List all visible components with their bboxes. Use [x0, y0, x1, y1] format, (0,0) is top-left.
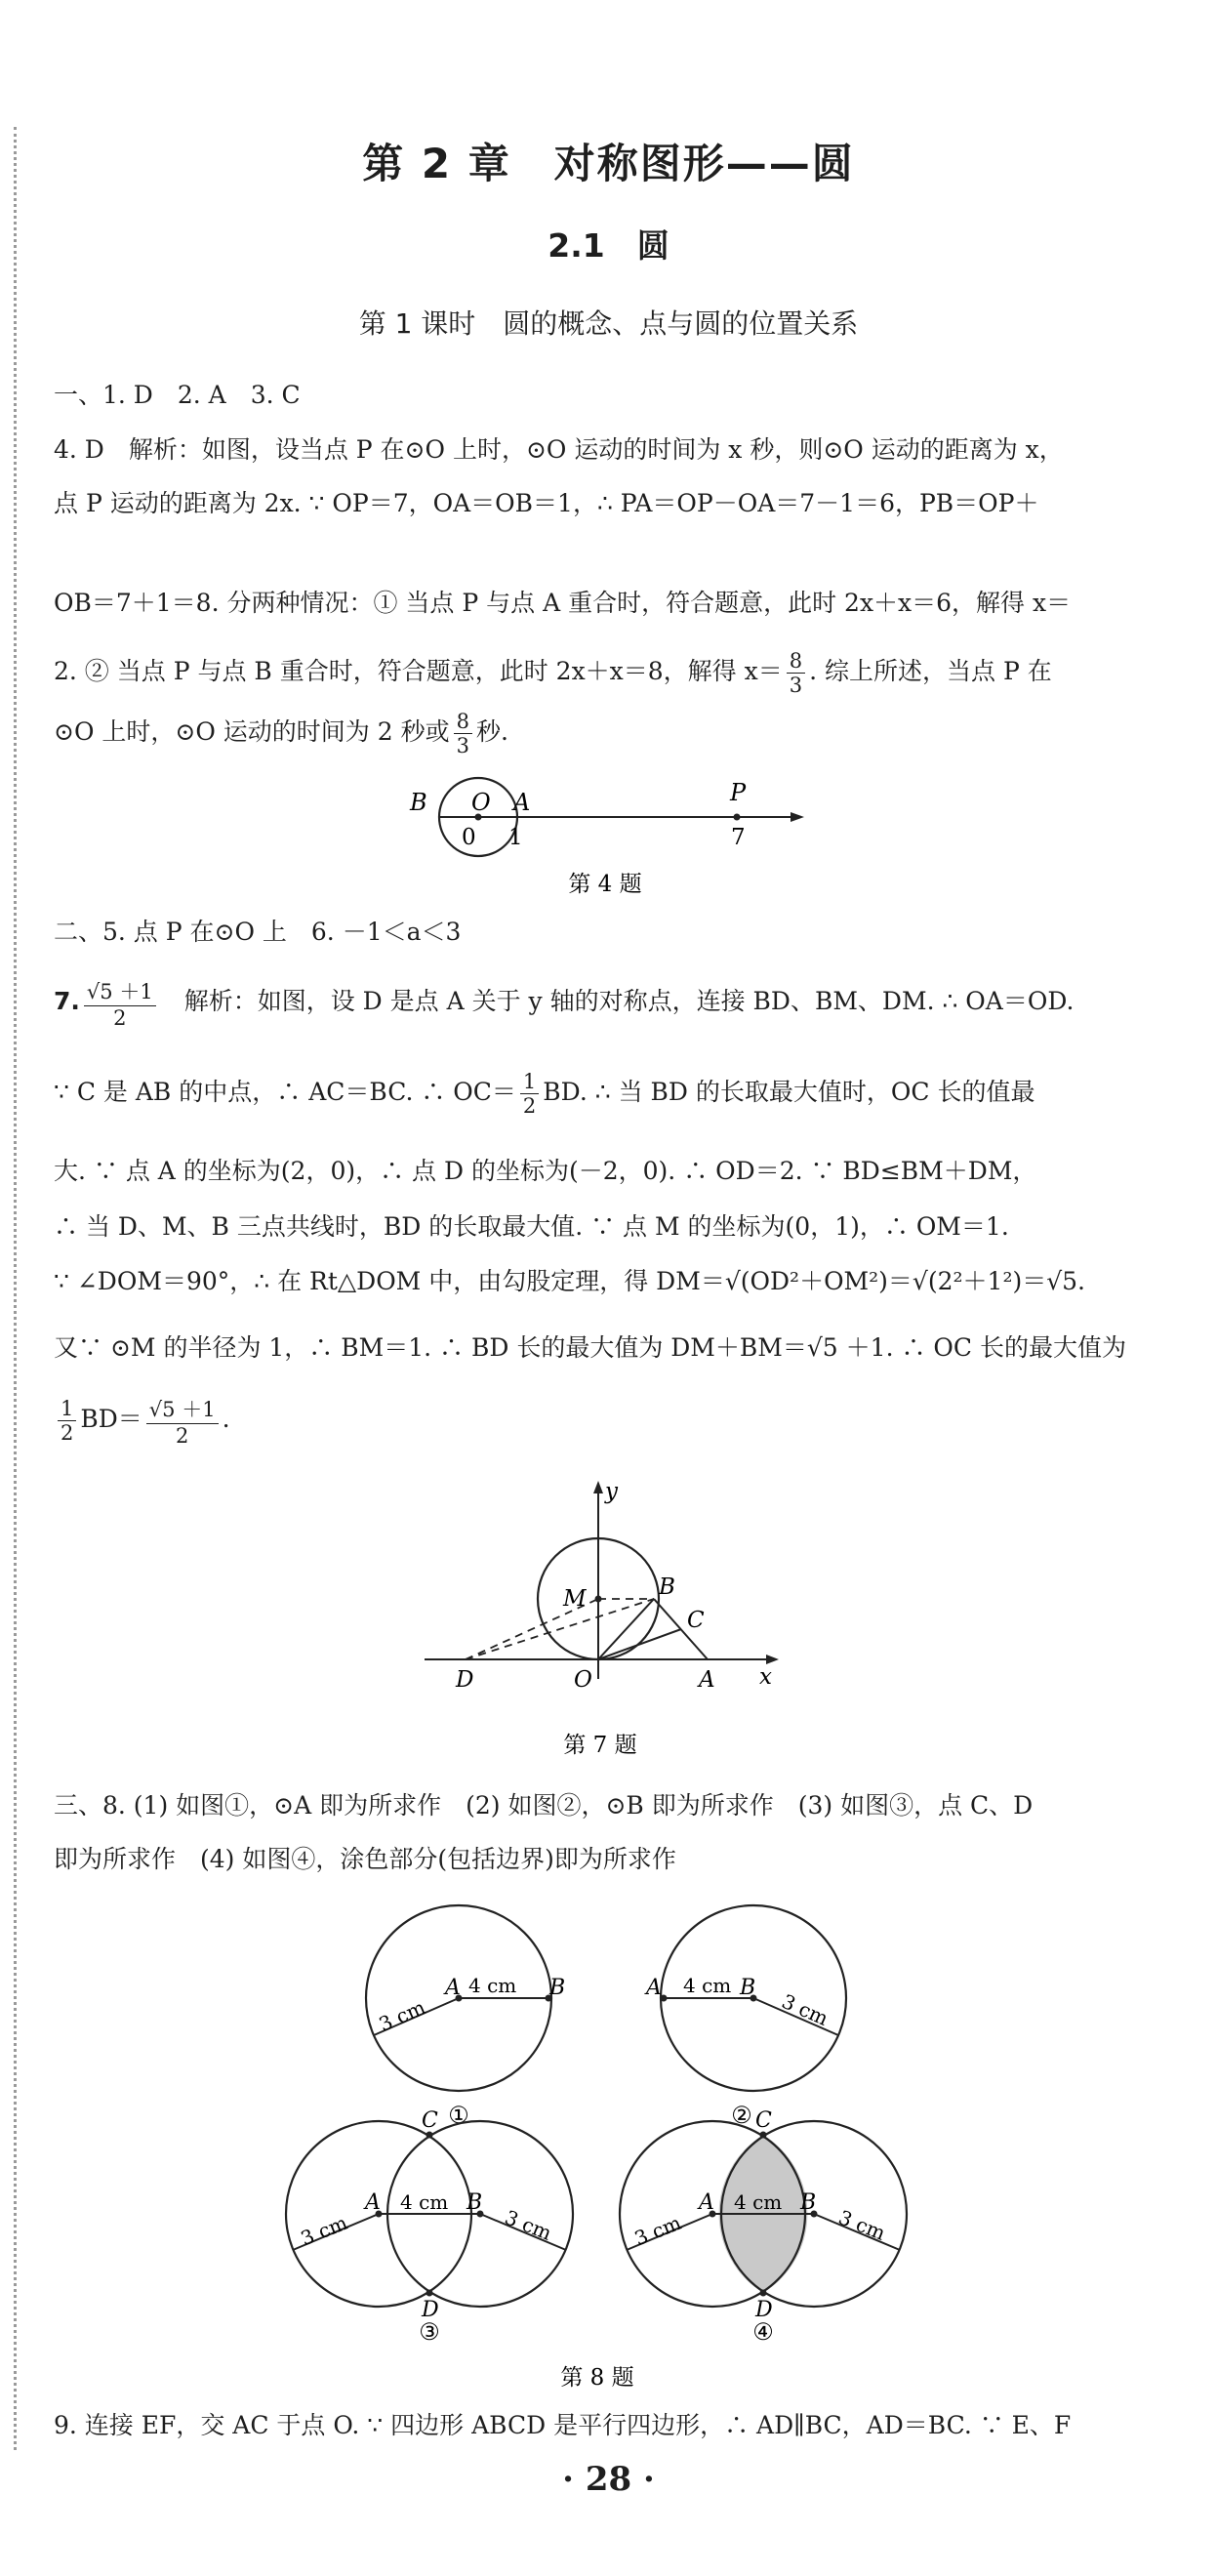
label-d: D [456, 1667, 474, 1693]
fraction-denominator: 3 [789, 674, 803, 697]
q7-line-2-b: BD. ∴ 当 BD 的长取最大值时，OC 长的值最 [543, 1078, 1035, 1106]
point-d [760, 2290, 767, 2297]
label-a: A [646, 1976, 662, 2000]
label-d: D [755, 2298, 773, 2322]
fraction-one-half [520, 1070, 539, 1118]
sub-label-2: ② [731, 2102, 752, 2129]
segment-oc [598, 1629, 681, 1659]
q9-line-1: 9. 连接 EF，交 AC 于点 O. ∵ 四边形 ABCD 是平行四边形，∴ AD∥BC，AD＝BC. ∵ E、F [54, 2411, 1072, 2439]
fraction-numerator: √5 ＋1 [146, 1394, 219, 1424]
q7-line-6: 又∵ ⊙M 的半径为 1，∴ BM＝1. ∴ BD 长的最大值为 DM＋BM＝√5 ＋1. ∴ OC 长的最大值为 [54, 1333, 1126, 1362]
q4-line-4 [54, 649, 1156, 697]
fraction-numerator: 8 [787, 649, 805, 674]
chapter-title: 第 2 章 对称图形——圆 [362, 140, 855, 187]
q4-line-4-a: 2. ② 当点 P 与点 B 重合时，符合题意，此时 2x＋x＝8，解得 x＝ [54, 657, 783, 685]
label-3cm: 3 cm [375, 1995, 429, 2036]
sub-label-4: ④ [752, 2318, 774, 2346]
label-4cm: 4 cm [734, 2190, 783, 2214]
label-c: C [687, 1608, 705, 1633]
label-x: x [759, 1664, 772, 1690]
label-c: C [755, 2108, 772, 2133]
section-title: 2.1 圆 [548, 226, 669, 265]
q7-line-2 [54, 1070, 1156, 1118]
label-c: C [422, 2108, 438, 2133]
fraction-denominator: 2 [176, 1424, 189, 1448]
q7-line-7-end: . [222, 1405, 230, 1433]
q8-line-2: 即为所求作 (4) 如图④，涂色部分(包括边界)即为所求作 [54, 1845, 676, 1873]
label-3cm: 3 cm [778, 1988, 832, 2030]
q4-line-4-b: . 综上所述，当点 P 在 [809, 657, 1052, 685]
page-number: · 28 · [562, 2460, 655, 2499]
q4-line-5-a: ⊙O 上时，⊙O 运动的时间为 2 秒或 [54, 717, 450, 746]
q7-line-4: ∴ 当 D、M、B 三点共线时，BD 的长取最大值. ∵ 点 M 的坐标为(0，1)，∴ OM＝1. [54, 1212, 1009, 1241]
y-axis-arrow-icon [593, 1481, 603, 1493]
margin-dotted-line [14, 127, 17, 2450]
label-4cm: 4 cm [468, 1974, 517, 1997]
label-a: A [365, 2190, 381, 2215]
q7-line-3: 大. ∵ 点 A 的坐标为(2，0)，∴ 点 D 的坐标为(－2，0). ∴ OD＝2. ∵ BD≤BM＋DM， [54, 1157, 1037, 1185]
label-o: O [574, 1667, 592, 1693]
fraction-numerator: √5 ＋1 [84, 976, 156, 1006]
q7-line-2-a: ∵ C 是 AB 的中点，∴ AC＝BC. ∴ OC＝ [54, 1078, 516, 1106]
caption-q7: 第 7 题 [563, 1733, 637, 1758]
q4-line-5 [54, 710, 1156, 757]
figure-q7 [410, 1469, 800, 1762]
fraction-numerator: 1 [520, 1070, 539, 1094]
figure-8-3 [286, 2108, 573, 2346]
label-3cm-right: 3 cm [835, 2205, 889, 2245]
fraction-denominator: 3 [456, 734, 469, 757]
fraction-8-3 [787, 649, 805, 697]
label-3cm-right: 3 cm [502, 2205, 555, 2245]
answers-part1: 一、1. D 2. A 3. C [54, 381, 301, 409]
label-4cm: 4 cm [400, 2190, 449, 2214]
q4-line-3: OB＝7＋1＝8. 分两种情况：① 当点 P 与点 A 重合时，符合题意，此时 2x＋x＝6，解得 x＝ [54, 589, 1072, 617]
point-m [595, 1596, 602, 1603]
point-p [734, 814, 741, 821]
figure-q4 [390, 761, 820, 908]
fraction-denominator: 2 [61, 1421, 74, 1445]
figure-8-1 [366, 1905, 565, 2129]
fraction-denominator: 2 [113, 1006, 127, 1030]
caption-q4: 第 4 题 [568, 872, 642, 897]
label-a: A [513, 789, 531, 816]
q7-line-5: ∵ ∠DOM＝90°，∴ 在 Rt△DOM 中，由勾股定理，得 DM＝√(OD²＋OM²)＝√(2²＋1²)＝√5. [54, 1267, 1086, 1295]
point-d [426, 2290, 433, 2297]
lesson-title: 第 1 课时 圆的概念、点与圆的位置关系 [358, 307, 859, 340]
tick-1: 1 [508, 825, 523, 850]
q7-line-7-mid: BD＝ [80, 1405, 142, 1433]
q7-line-1 [54, 976, 1156, 1030]
label-3cm-left: 3 cm [297, 2210, 351, 2251]
label-a: A [699, 2190, 714, 2215]
label-b: B [410, 789, 427, 816]
label-p: P [730, 779, 747, 806]
x-axis-arrow-icon [766, 1655, 779, 1664]
sub-label-3: ③ [419, 2318, 440, 2346]
q4-line-5-b: 秒. [475, 717, 508, 746]
figure-8-4 [620, 2108, 907, 2346]
label-a: A [445, 1976, 461, 2000]
fraction-one-half [58, 1397, 76, 1445]
label-b: B [467, 2190, 483, 2215]
fraction-numerator: 8 [454, 710, 472, 734]
tick-7: 7 [731, 825, 746, 850]
figure-8-2 [644, 1905, 846, 2129]
q7-line-7 [54, 1394, 1156, 1448]
label-d: D [422, 2298, 439, 2322]
q8-line-1: 三、8. (1) 如图①，⊙A 即为所求作 (2) 如图②，⊙B 即为所求作 (3) 如图③，点 C、D [54, 1791, 1034, 1820]
answers-part2: 二、5. 点 P 在⊙O 上 6. －1＜a＜3 [54, 918, 462, 946]
fraction-sqrt5-plus-1-over-2 [146, 1394, 219, 1448]
q7-number: 7. [54, 987, 80, 1015]
q7-line-1-rest: 解析：如图，设 D 是点 A 关于 y 轴的对称点，连接 BD、BM、DM. ∴ OA＝OD. [159, 987, 1075, 1015]
label-m: M [563, 1586, 587, 1612]
figure-q8 [244, 1889, 927, 2396]
sub-label-1: ① [448, 2102, 469, 2129]
fraction-8-3 [454, 710, 472, 757]
label-y: y [605, 1479, 618, 1504]
q4-line-2: 点 P 运动的距离为 2x. ∵ OP＝7，OA＝OB＝1，∴ PA＝OP－OA＝7－1＝6，PB＝OP＋ [54, 489, 1039, 517]
label-b: B [659, 1574, 675, 1600]
caption-q8: 第 8 题 [560, 2365, 634, 2391]
label-b: B [740, 1976, 756, 2000]
label-b: B [800, 2190, 817, 2215]
label-3cm-left: 3 cm [630, 2210, 685, 2251]
fraction-sqrt5-plus-1-over-2 [84, 976, 156, 1030]
label-4cm: 4 cm [683, 1974, 732, 1997]
label-a: A [699, 1667, 715, 1693]
tick-0: 0 [462, 825, 476, 850]
q4-line-1: 4. D 解析：如图，设当点 P 在⊙O 上时，⊙O 运动的时间为 x 秒，则⊙O 运动的距离为 x， [54, 435, 1064, 464]
label-b: B [549, 1976, 566, 2000]
label-o: O [471, 789, 491, 816]
fraction-numerator: 1 [58, 1397, 76, 1421]
fraction-denominator: 2 [522, 1094, 537, 1118]
arrow-head-icon [791, 812, 804, 822]
